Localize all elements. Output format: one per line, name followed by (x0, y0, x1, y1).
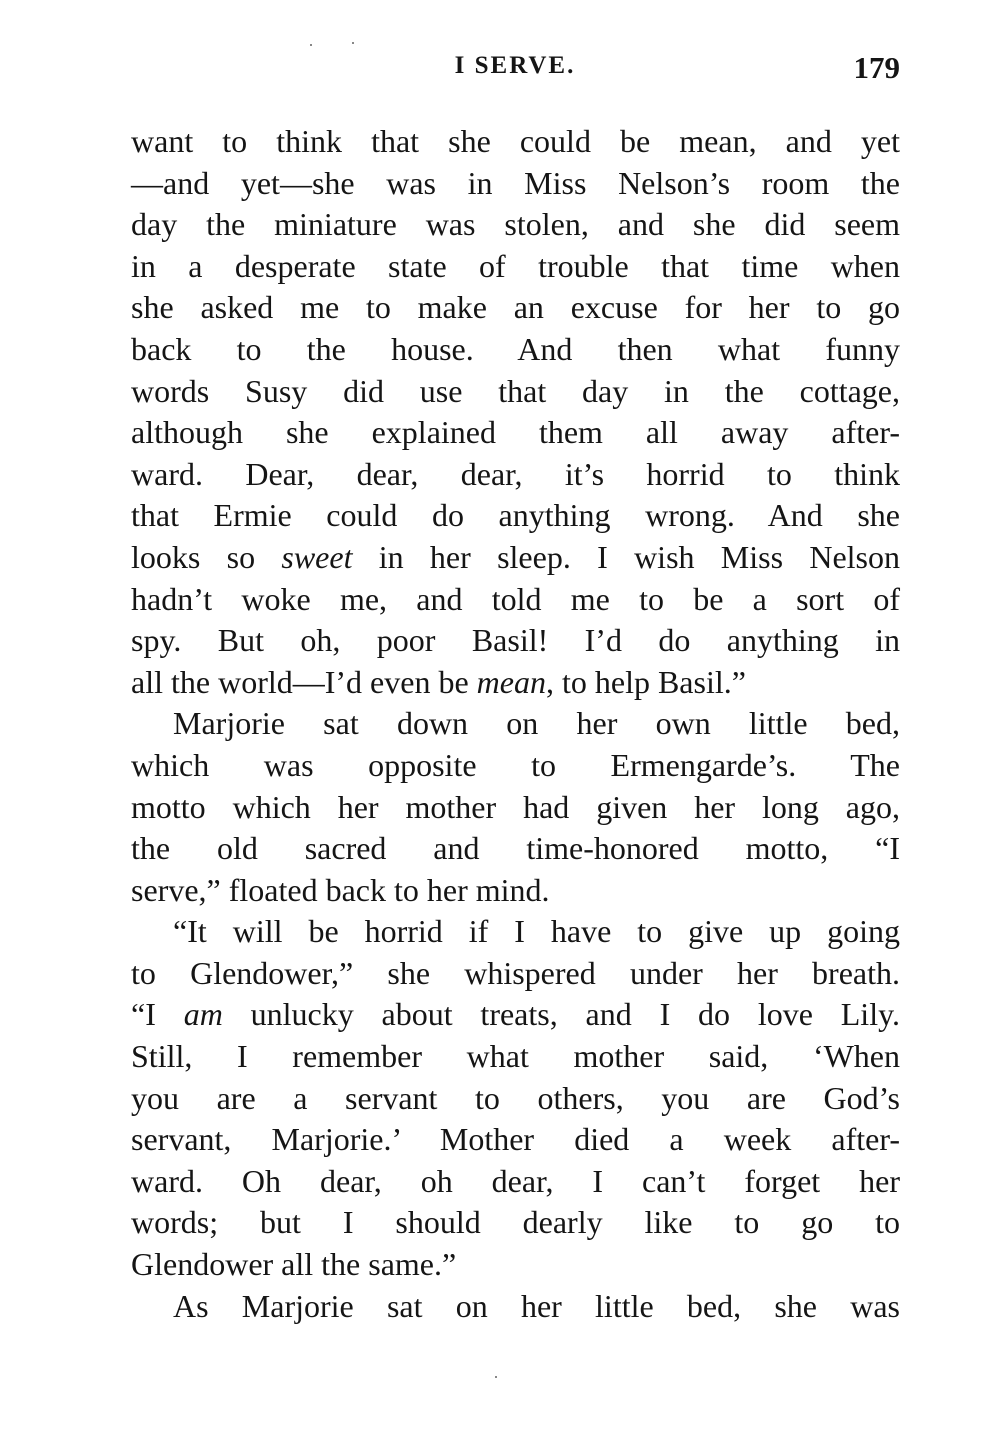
emphasized-text: am (183, 996, 223, 1033)
text-segment: which was opposite to Ermengarde’s. The (131, 746, 900, 783)
text-line (131, 1036, 900, 1078)
text-segment: Marjorie sat down on her own little bed, (173, 705, 900, 742)
text-line (131, 454, 900, 496)
text-line (131, 163, 900, 205)
page-number: 179 (853, 50, 900, 85)
text-line (131, 412, 900, 454)
text-line (131, 1244, 900, 1286)
text-segment: servant, Marjorie.’ Mother died a week after- (131, 1121, 900, 1158)
text-segment: you are a servant to others, you are God’s (131, 1079, 900, 1116)
text-segment: “It will be horrid if I have to give up going (173, 913, 900, 950)
text-line (131, 1286, 900, 1328)
text-segment: to Glendower,” she whispered under her breath. (131, 954, 900, 991)
text-line (131, 953, 900, 995)
text-segment: words; but I should dearly like to go to (131, 1204, 900, 1241)
text-line (131, 287, 900, 329)
emphasized-text: sweet (281, 538, 353, 575)
text-segment: ward. Oh dear, oh dear, I can’t forget her (131, 1162, 900, 1199)
text-line (131, 1119, 900, 1161)
text-line (131, 870, 900, 912)
text-line (131, 1161, 900, 1203)
text-line (131, 537, 900, 579)
text-segment: the old sacred and time-honored motto, “I (131, 830, 900, 867)
text-line (131, 828, 900, 870)
text-segment: As Marjorie sat on her little bed, she was (173, 1287, 900, 1324)
text-line (131, 662, 900, 704)
text-segment: looks so (131, 538, 282, 575)
print-speck (310, 44, 312, 46)
text-line (131, 329, 900, 371)
text-segment: serve,” floated back to her mind. (131, 871, 550, 908)
text-line (131, 246, 900, 288)
text-segment: although she explained them all away after- (131, 414, 900, 451)
text-segment: that Ermie could do anything wrong. And she (131, 497, 900, 534)
text-segment: all the world—I’d even be (131, 663, 477, 700)
text-line (131, 745, 900, 787)
text-line (131, 994, 900, 1036)
body-text (131, 121, 900, 1327)
text-line (131, 371, 900, 413)
text-segment: spy. But oh, poor Basil! I’d do anything in (131, 622, 900, 659)
text-line (131, 579, 900, 621)
running-head (130, 50, 900, 90)
text-segment: Still, I remember what mother said, ‘When (131, 1038, 900, 1075)
text-segment: in her sleep. I wish Miss Nelson (352, 538, 901, 575)
text-segment: ward. Dear, dear, dear, it’s horrid to think (131, 455, 900, 492)
text-segment: she asked me to make an excuse for her to go (131, 289, 900, 326)
text-segment: —and yet—she was in Miss Nelson’s room the (131, 164, 900, 201)
text-segment: words Susy did use that day in the cottage, (131, 372, 900, 409)
emphasized-text: mean (476, 663, 546, 700)
text-segment: day the miniature was stolen, and she did seem (131, 206, 900, 243)
text-line (131, 121, 900, 163)
text-line (131, 1202, 900, 1244)
text-line (131, 204, 900, 246)
text-segment: unlucky about treats, and I do love Lily. (222, 996, 901, 1033)
text-line (131, 787, 900, 829)
text-segment: Glendower all the same.” (131, 1246, 457, 1283)
text-segment: in a desperate state of trouble that time when (131, 247, 900, 284)
text-line (131, 620, 900, 662)
text-segment: back to the house. And then what funny (131, 330, 900, 367)
text-segment: hadn’t woke me, and told me to be a sort of (131, 580, 900, 617)
running-title: I SERVE. (454, 52, 576, 79)
print-speck (495, 1376, 497, 1378)
text-line (131, 495, 900, 537)
text-line (131, 703, 900, 745)
text-line (131, 911, 900, 953)
text-segment: “I (131, 996, 184, 1033)
text-segment: motto which her mother had given her long ago, (131, 788, 900, 825)
print-speck (352, 42, 354, 44)
text-segment: want to think that she could be mean, and yet (131, 123, 900, 159)
text-segment: , to help Basil.” (545, 663, 746, 700)
text-line (131, 1078, 900, 1120)
